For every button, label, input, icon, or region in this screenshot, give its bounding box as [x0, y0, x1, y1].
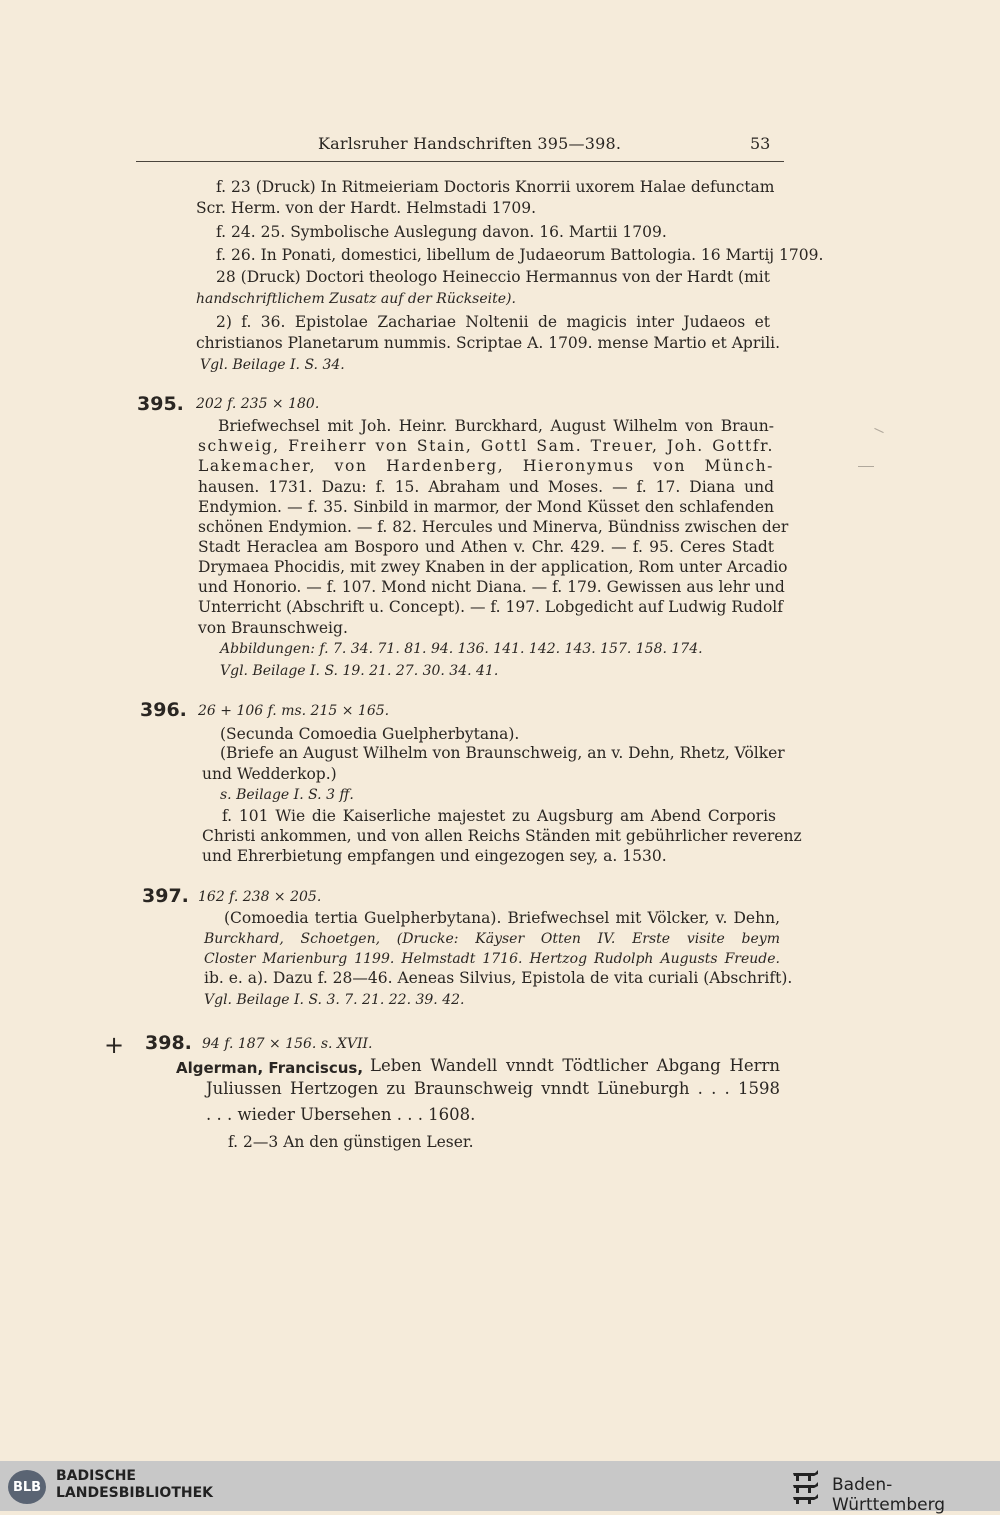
footer-bar [0, 1461, 1000, 1515]
title-line: Leben Wandell vnndt Tödtlicher Abgang Herrn [370, 1056, 780, 1075]
title-line: . . . wieder Ubersehen . . . 1608. [206, 1105, 476, 1124]
text-line: s. Beilage I. S. 3 ff. [220, 787, 354, 803]
text-line: f. 101 Wie die Kaiserliche majestet zu Augsburg am Abend Corporis [222, 807, 776, 825]
text-line: ib. e. a). Dazu f. 28—46. Aeneas Silvius, Epistola de vita curiali (Abschrift). [204, 969, 793, 987]
text-line: Endymion. — f. 35. Sinbild in marmor, der Mond Küsset den schlafenden [198, 498, 774, 516]
text-line: (Briefe an August Wilhelm von Braunschweig, an v. Dehn, Rhetz, Völker [220, 744, 785, 762]
text-line: von Braunschweig. [198, 619, 348, 637]
text-line: handschriftlichem Zusatz auf der Rückseite). [196, 291, 516, 307]
text-line: Drymaea Phocidis, mit zwey Knaben in der application, Rom unter Arcadio [198, 558, 788, 576]
text-line: Burckhard, Schoetgen, (Drucke: Käyser Otten IV. Erste visite beym [204, 931, 780, 947]
text-line: Stadt Heraclea am Bosporo und Athen v. Chr. 429. — f. 95. Ceres Stadt [198, 538, 774, 556]
text-line: Lakemacher, von Hardenberg, Hieronymus von Münch- [198, 457, 774, 475]
entry-number: 395. [137, 393, 184, 415]
text-line: f. 24. 25. Symbolische Auslegung davon. 16. Martii 1709. [216, 223, 667, 241]
text-line: christianos Planetarum nummis. Scriptae A. 1709. mense Martio et Aprili. [196, 334, 781, 352]
library-name[interactable] [56, 1468, 213, 1502]
text-line: 28 (Druck) Doctori theologo Heineccio Hermannus von der Hardt (mit [216, 268, 770, 286]
state-lions-icon [790, 1467, 822, 1505]
entry-number: 396. [140, 699, 187, 721]
text-line: Abbildungen: f. 7. 34. 71. 81. 94. 136. 141. 142. 143. 157. 158. 174. [220, 641, 703, 657]
text-line: Briefwechsel mit Joh. Heinr. Burckhard, August Wilhelm von Braun- [218, 417, 774, 435]
title-line: Juliussen Hertzogen zu Braunschweig vnndt Lüneburgh . . . 1598 [206, 1079, 780, 1098]
text-line: f. 26. In Ponati, domestici, libellum de Judaeorum Battologia. 16 Martij 1709. [216, 246, 824, 264]
entry-meta: 94 f. 187 × 156. s. XVII. [202, 1036, 373, 1052]
addition-mark: + [104, 1031, 125, 1059]
entry-number: 397. [142, 885, 189, 907]
text-line: (Secunda Comoedia Guelpherbytana). [220, 725, 520, 743]
text-line: schönen Endymion. — f. 82. Hercules und Minerva, Bündniss zwischen der [198, 518, 789, 536]
text-line: und Ehrerbietung empfangen und eingezogen sey, a. 1530. [202, 847, 667, 865]
text-line: 2) f. 36. Epistolae Zachariae Noltenii de magicis inter Judaeos et [216, 313, 770, 331]
text-line: hausen. 1731. Dazu: f. 15. Abraham und Moses. — f. 17. Diana und [198, 478, 774, 496]
text-line: Christi ankommen, und von allen Reichs Ständen mit gebührlicher reverenz [202, 827, 802, 845]
state-name[interactable]: Baden-Württemberg [832, 1475, 946, 1515]
margin-mark [874, 428, 883, 433]
page-number: 53 [750, 134, 771, 153]
text-line: Vgl. Beilage I. S. 34. [200, 357, 345, 373]
text-line: schweig, Freiherr von Stain, Gottl Sam. Treuer, Joh. Gottfr. [198, 437, 774, 455]
text-line: Vgl. Beilage I. S. 19. 21. 27. 30. 34. 41. [220, 663, 499, 679]
running-title: Karlsruher Handschriften 395—398. [318, 134, 622, 153]
text-line: (Comoedia tertia Guelpherbytana). Briefwechsel mit Völcker, v. Dehn, [224, 909, 780, 927]
library-name-line2: LANDESBIBLIOTHEK [56, 1485, 214, 1501]
entry-meta: 162 f. 238 × 205. [198, 889, 322, 905]
author-name: Algerman, Franciscus, [176, 1059, 364, 1077]
entry-number: 398. [145, 1032, 192, 1054]
text-line: und Wedderkop.) [202, 765, 337, 783]
text-line: Closter Marienburg 1199. Helmstadt 1716. Hertzog Rudolph Augusts Freude. [204, 951, 780, 967]
text-line: Scr. Herm. von der Hardt. Helmstadi 1709. [196, 199, 537, 217]
text-line: Vgl. Beilage I. S. 3. 7. 21. 22. 39. 42. [204, 992, 465, 1008]
margin-mark [858, 466, 874, 467]
entry-meta: 202 f. 235 × 180. [196, 396, 320, 412]
entry-meta: 26 + 106 f. ms. 215 × 165. [198, 703, 390, 719]
text-line: und Honorio. — f. 107. Mond nicht Diana. — f. 179. Gewissen aus lehr und [198, 578, 785, 596]
text-line: Unterricht (Abschrift u. Concept). — f. 197. Lobgedicht auf Ludwig Rudolf [198, 598, 784, 616]
blb-logo[interactable]: BLB [8, 1470, 46, 1504]
text-line: f. 2—3 An den günstigen Leser. [228, 1133, 474, 1151]
library-name-line1: BADISCHE [56, 1468, 136, 1484]
header-rule [136, 161, 784, 162]
text-line: f. 23 (Druck) In Ritmeieriam Doctoris Knorrii uxorem Halae defunctam [216, 178, 775, 196]
